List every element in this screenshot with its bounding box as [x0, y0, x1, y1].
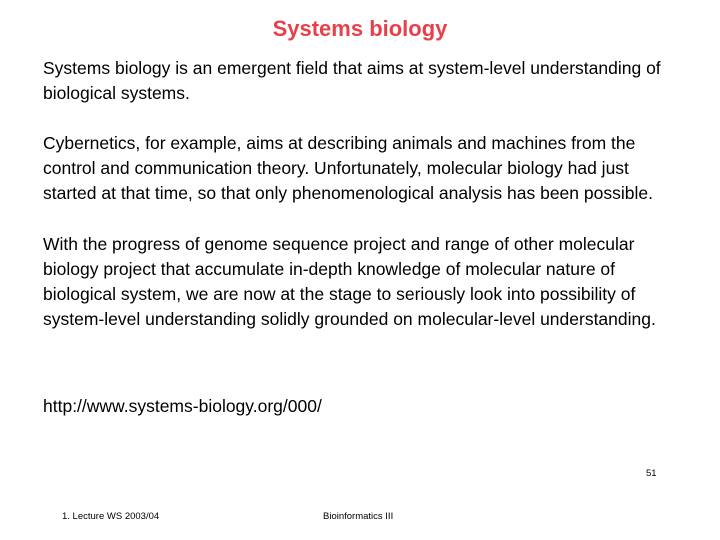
slide-title: Systems biology: [272, 16, 448, 41]
footer-lecture: 1. Lecture WS 2003/04: [62, 511, 160, 522]
paragraph-intro: Systems biology is an emergent field that aims at system-level understanding of biological systems.: [43, 58, 661, 103]
paragraph-cybernetics: Cybernetics, for example, aims at describing animals and machines from the control and communication theory. Unfortunately, molecular biology had just started at that time, so that only phenomenological analysis has been possible.: [43, 133, 653, 203]
page-number: 51: [646, 468, 657, 479]
paragraph-genome-progress: With the progress of genome sequence project and range of other molecular biology project that accumulate in-depth knowledge of molecular nature of biological system, we are now at the stage to seriously look into possibility of system-level understanding solidly grounded on molecular-level understanding.: [43, 234, 656, 329]
footer-course: Bioinformatics III: [323, 511, 394, 522]
source-url: http://www.systems-biology.org/000/: [43, 396, 322, 416]
